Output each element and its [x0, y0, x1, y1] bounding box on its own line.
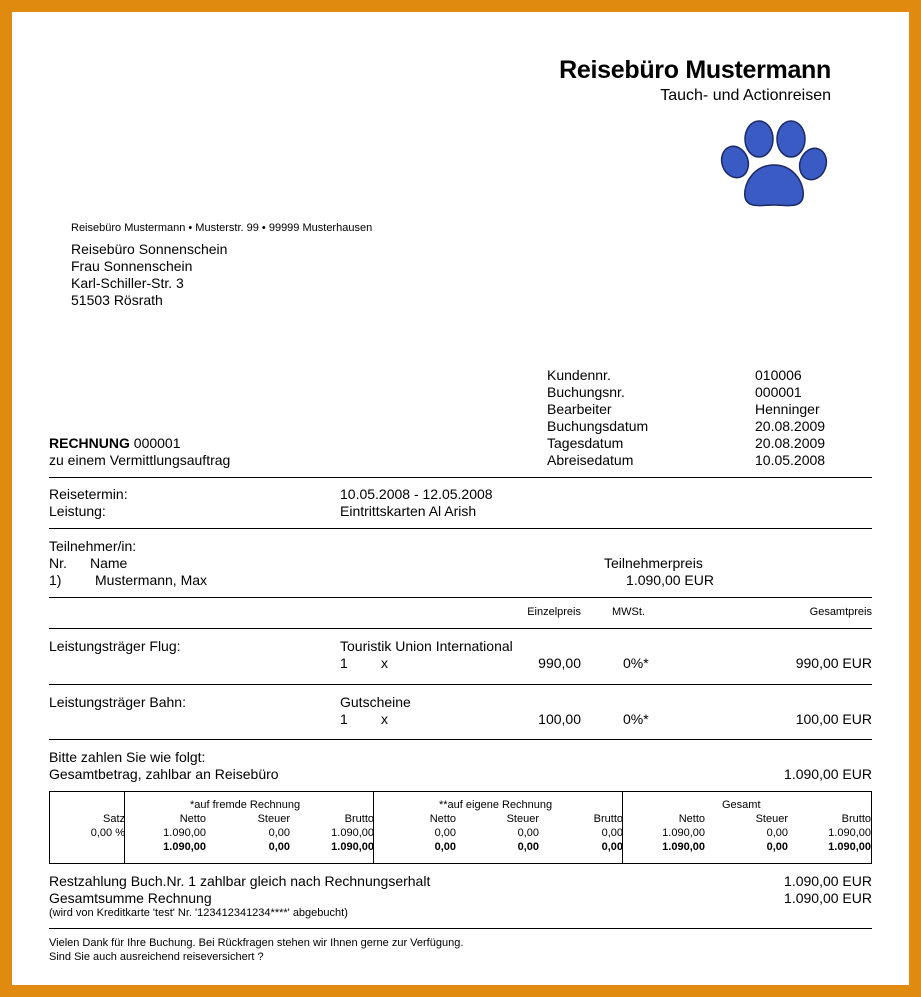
- divider: [49, 684, 872, 685]
- payment-instruction: Bitte zahlen Sie wie folgt:: [49, 749, 206, 765]
- meta-value: 10.05.2008: [755, 452, 826, 468]
- tax-summary-table: [49, 791, 872, 864]
- summary-col-steuer: Steuer: [257, 813, 290, 825]
- summary-satz-label: Satz: [102, 813, 125, 825]
- meta-value: 000001: [755, 384, 802, 400]
- meta-value: 20.08.2009: [755, 418, 826, 434]
- summary-steuer-sum: 0,00: [766, 841, 788, 853]
- invoice-title: [49, 435, 181, 452]
- service-row-qty: 1: [340, 711, 348, 727]
- summary-brutto: 0,00: [601, 827, 623, 839]
- summary-col-steuer: Steuer: [506, 813, 539, 825]
- rest-payment-label: Restzahlung Buch.Nr. 1 zahlbar gleich nach Rechnungserhalt: [49, 873, 431, 889]
- trip-date-label: Reisetermin:: [49, 486, 128, 502]
- service-row-total: 990,00 EUR: [795, 655, 872, 671]
- service-row-qty: 1: [340, 655, 348, 671]
- service-row-provider: Gutscheine: [340, 694, 411, 710]
- divider: [49, 739, 872, 740]
- summary-brutto: 1.090,00: [331, 827, 374, 839]
- recipient-address: [71, 241, 227, 309]
- insurance-note: Sind Sie auch ausreichend reiseversichert ?: [49, 951, 264, 963]
- meta-label: Buchungsnr.: [547, 384, 625, 400]
- participants-heading: Teilnehmer/in:: [49, 538, 137, 554]
- col-einzelpreis: Einzelpreis: [527, 606, 581, 618]
- meta-value: Henninger: [755, 401, 820, 417]
- divider: [49, 628, 872, 629]
- summary-steuer-sum: 0,00: [268, 841, 290, 853]
- rest-payment-amount: 1.090,00 EUR: [784, 873, 872, 889]
- invoice-title-label: RECHNUNG: [49, 435, 130, 451]
- service-row-vat: 0%*: [623, 711, 649, 727]
- summary-col-netto: Netto: [429, 813, 456, 825]
- service-row-vat: 0%*: [623, 655, 649, 671]
- trip-date-value: 10.05.2008 - 12.05.2008: [340, 486, 493, 502]
- payment-total-label: Gesamtbetrag, zahlbar an Reisebüro: [49, 766, 279, 782]
- participants-col-price: Teilnehmerpreis: [604, 555, 703, 571]
- summary-netto: 1.090,00: [662, 827, 705, 839]
- summary-steuer: 0,00: [766, 827, 788, 839]
- summary-brutto-sum: 1.090,00: [828, 841, 871, 853]
- summary-col-steuer: Steuer: [755, 813, 788, 825]
- participant-name: Mustermann, Max: [95, 572, 208, 588]
- invoice-subtitle: zu einem Vermittlungsauftrag: [49, 452, 231, 468]
- summary-netto-sum: 1.090,00: [662, 841, 705, 853]
- meta-values: [755, 367, 825, 469]
- service-row-x: x: [381, 655, 388, 671]
- meta-value: 010006: [755, 367, 802, 383]
- meta-label: Buchungsdatum: [547, 418, 649, 434]
- summary-brutto-sum: 1.090,00: [331, 841, 374, 853]
- recipient-line: Frau Sonnenschein: [71, 258, 193, 274]
- service-row-label: Leistungsträger Bahn:: [49, 694, 186, 710]
- service-row-total: 100,00 EUR: [795, 711, 872, 727]
- recipient-line: 51503 Rösrath: [71, 292, 163, 308]
- divider: [49, 528, 872, 529]
- invoice-number: 000001: [133, 435, 181, 451]
- summary-group-title: *auf fremde Rechnung: [190, 799, 301, 811]
- service-row-provider: Touristik Union International: [340, 638, 513, 654]
- divider: [49, 597, 872, 598]
- sender-line: Reisebüro Mustermann • Musterstr. 99 • 99999 Musterhausen: [71, 222, 373, 234]
- recipient-line: Reisebüro Sonnenschein: [71, 241, 228, 257]
- summary-group-title: **auf eigene Rechnung: [439, 799, 553, 811]
- summary-steuer-sum: 0,00: [517, 841, 539, 853]
- summary-steuer: 0,00: [517, 827, 539, 839]
- col-mwst: MWSt.: [612, 606, 645, 618]
- summary-netto-sum: 1.090,00: [163, 841, 206, 853]
- summary-col-netto: Netto: [179, 813, 206, 825]
- invoice-sum-amount: 1.090,00 EUR: [784, 890, 872, 906]
- card-note: (wird von Kreditkarte 'test' Nr. '123412341234****' abgebucht): [49, 907, 348, 919]
- service-row-unit-price: 990,00: [538, 655, 581, 671]
- service-row-label: Leistungsträger Flug:: [49, 638, 181, 654]
- summary-netto: 0,00: [434, 827, 456, 839]
- invoice-sum-label: Gesamtsumme Rechnung: [49, 890, 212, 906]
- meta-label: Bearbeiter: [547, 401, 612, 417]
- divider: [49, 928, 872, 929]
- summary-brutto-sum: 0,00: [601, 841, 623, 853]
- divider: [49, 477, 872, 478]
- summary-col-brutto: Brutto: [593, 813, 623, 825]
- service-row-unit-price: 100,00: [538, 711, 581, 727]
- meta-labels: [547, 367, 648, 469]
- service-value: Eintrittskarten Al Arish: [340, 503, 477, 519]
- summary-group-title: Gesamt: [722, 799, 761, 811]
- summary-steuer: 0,00: [268, 827, 290, 839]
- summary-col-netto: Netto: [678, 813, 705, 825]
- service-label: Leistung:: [49, 503, 106, 519]
- brand-name: Reisebüro Mustermann: [559, 56, 831, 84]
- payment-total-amount: 1.090,00 EUR: [784, 766, 872, 782]
- brand-tagline: Tauch- und Actionreisen: [660, 87, 831, 104]
- summary-netto: 1.090,00: [163, 827, 206, 839]
- meta-label: Tagesdatum: [547, 435, 624, 451]
- invoice-page: [12, 12, 909, 985]
- summary-netto-sum: 0,00: [434, 841, 456, 853]
- summary-col-brutto: Brutto: [344, 813, 374, 825]
- meta-label: Abreisedatum: [547, 452, 634, 468]
- recipient-line: Karl-Schiller-Str. 3: [71, 275, 184, 291]
- summary-satz-value: 0,00 %: [90, 827, 125, 839]
- participant-nr: 1): [49, 572, 62, 588]
- summary-brutto: 1.090,00: [828, 827, 871, 839]
- thanks-note: Vielen Dank für Ihre Buchung. Bei Rückfragen stehen wir Ihnen gerne zur Verfügung.: [49, 937, 464, 949]
- meta-label: Kundennr.: [547, 367, 611, 383]
- summary-col-brutto: Brutto: [841, 813, 871, 825]
- col-gesamtpreis: Gesamtpreis: [809, 606, 872, 618]
- paw-icon: [717, 117, 832, 212]
- meta-value: 20.08.2009: [755, 435, 826, 451]
- participant-price: 1.090,00 EUR: [626, 572, 714, 588]
- service-row-x: x: [381, 711, 388, 727]
- participants-col-name: Name: [90, 555, 128, 571]
- participants-col-nr: Nr.: [49, 555, 67, 571]
